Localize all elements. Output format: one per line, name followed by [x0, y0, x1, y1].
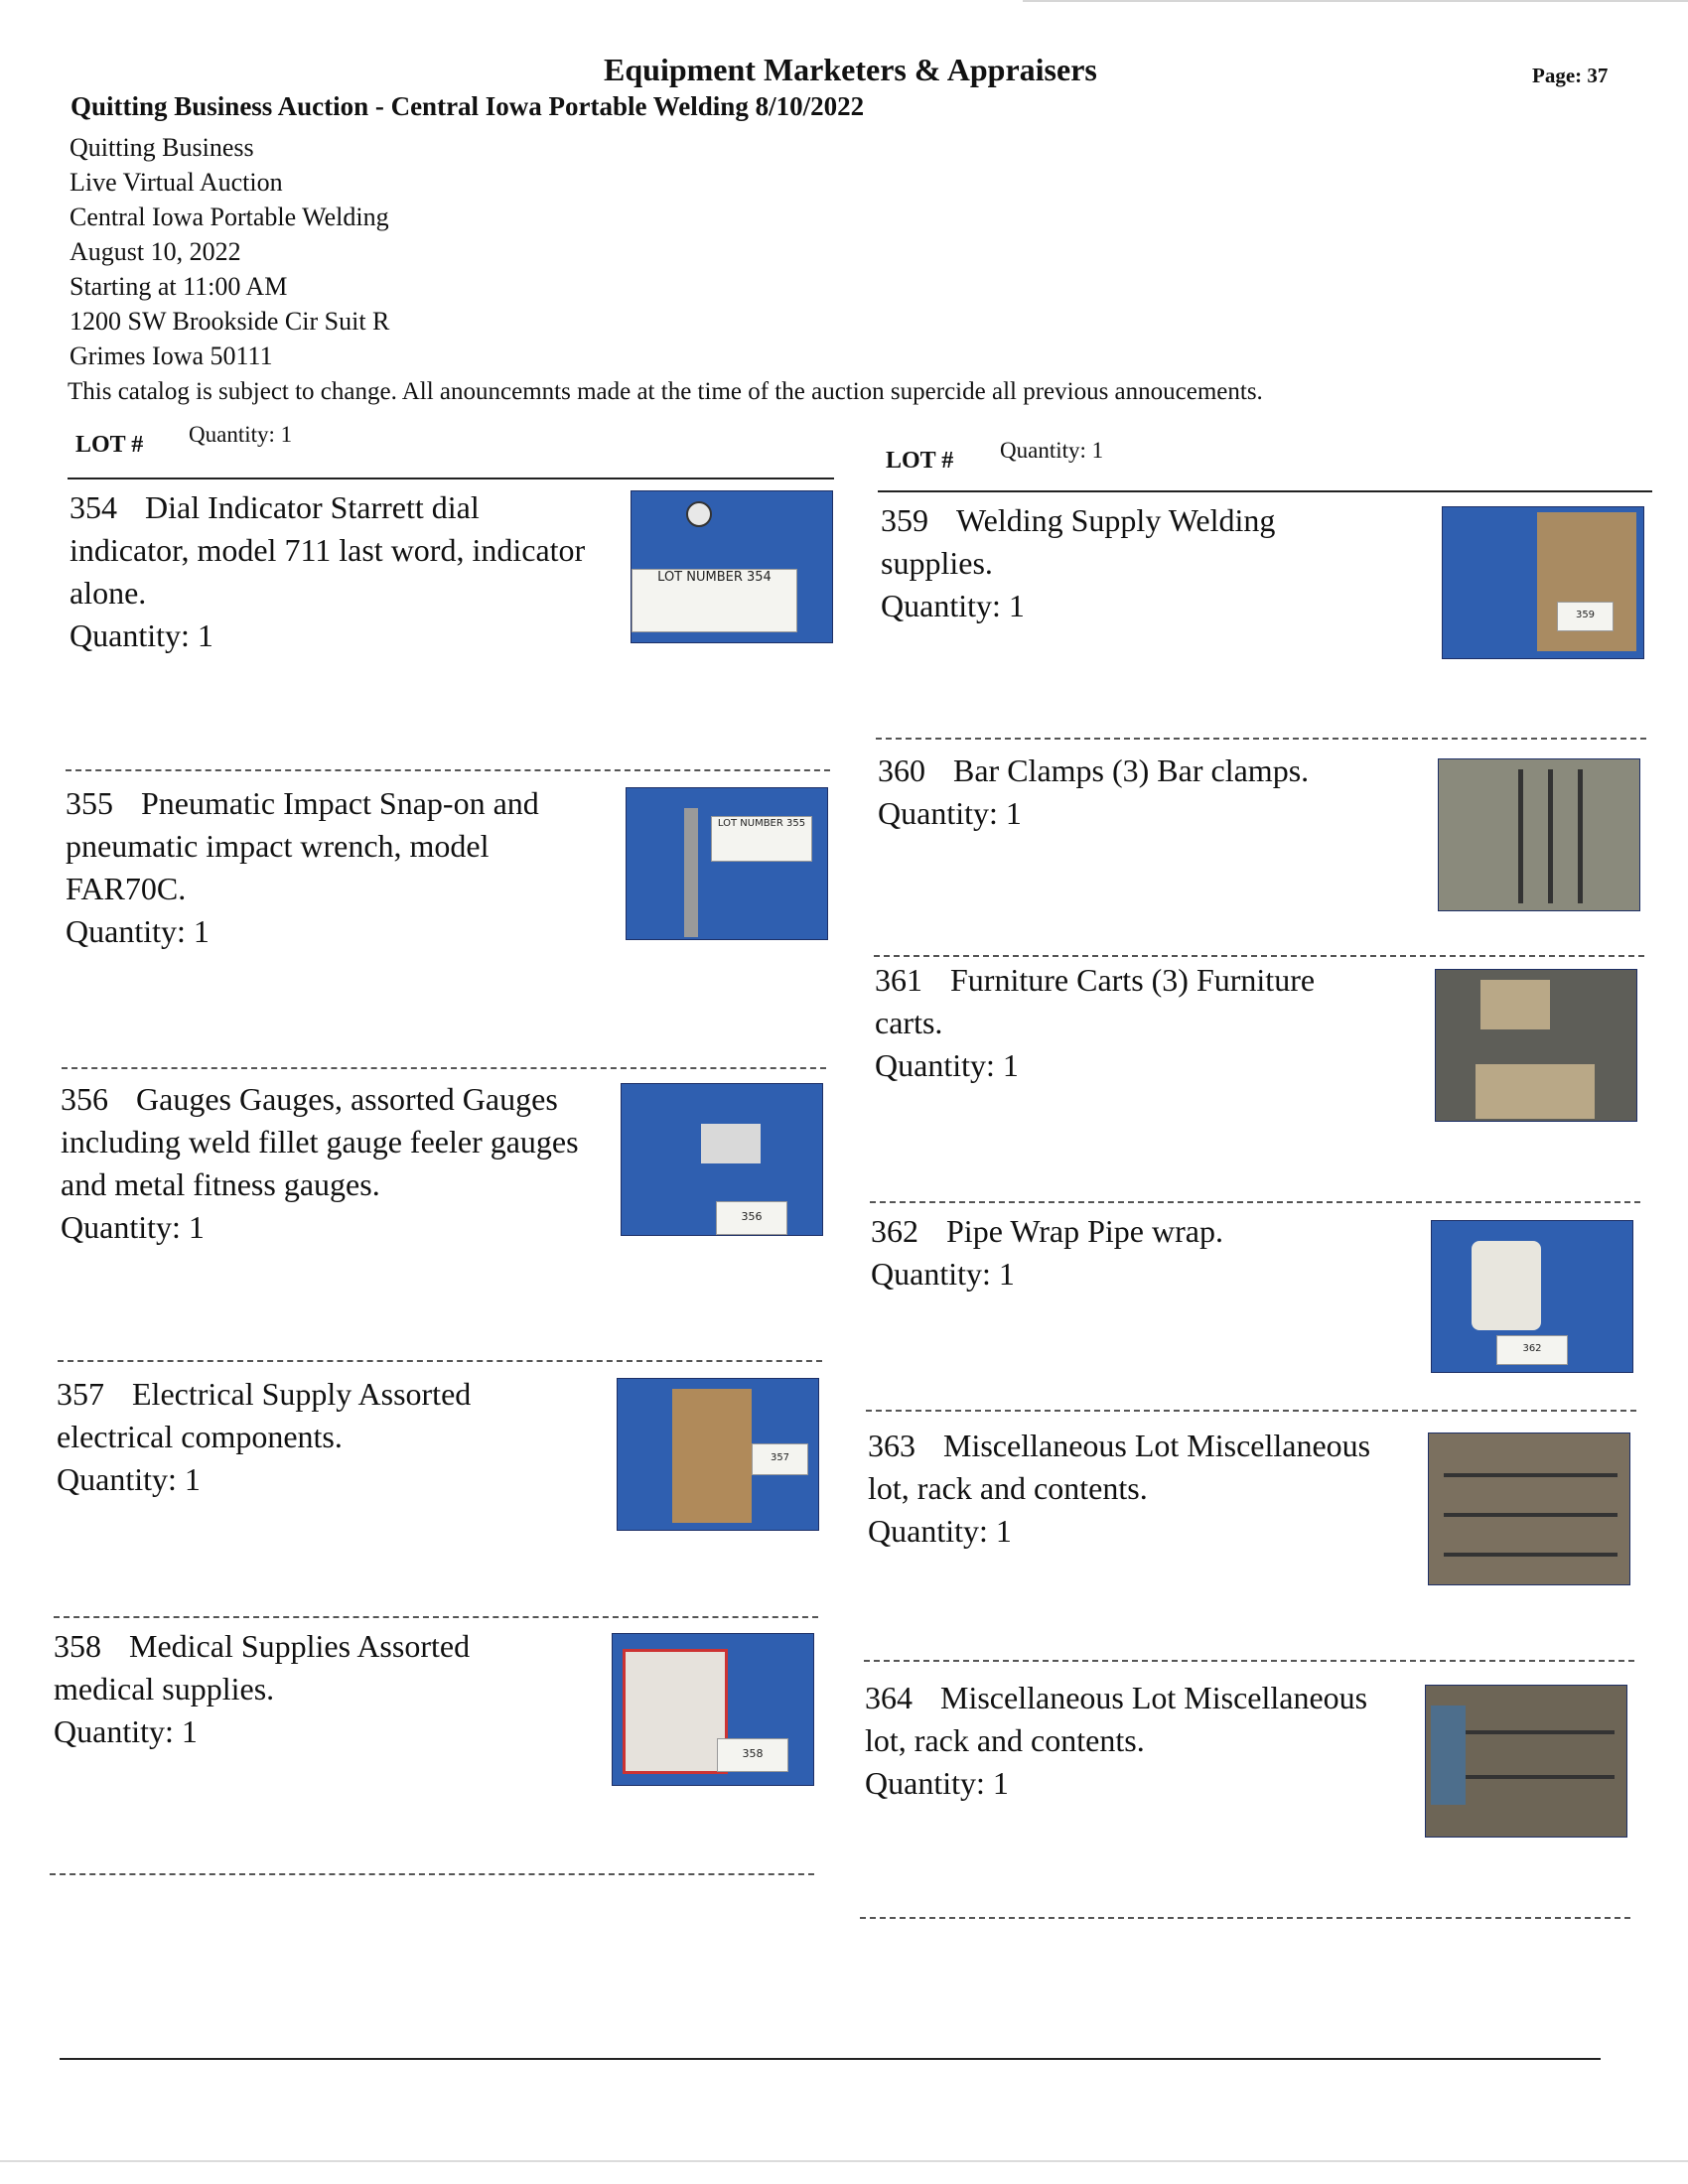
lot-separator: [54, 1616, 818, 1618]
lot-tag: 357: [752, 1443, 808, 1475]
lot-description: [865, 1677, 1421, 1805]
lot-desc-line2: pneumatic impact wrench, model: [66, 828, 490, 864]
lot-separator: [864, 1660, 1634, 1662]
lot-number: 359: [881, 502, 928, 538]
lot-column-header-right: LOT #: [886, 448, 954, 474]
sale-title: Quitting Business Auction - Central Iowa Portable Welding 8/10/2022: [70, 91, 865, 121]
lot-separator: [870, 1201, 1640, 1203]
lot-desc-line2: lot, rack and contents.: [865, 1722, 1145, 1758]
lot-quantity: Quantity: 1: [868, 1513, 1012, 1549]
lot-desc-line1: Dial Indicator Starrett dial: [145, 489, 480, 525]
clamp-shape: [1548, 769, 1553, 903]
lot-description: [881, 499, 1437, 627]
lot-desc-line2: medical supplies.: [54, 1671, 275, 1706]
impact-wrench-shape: [684, 808, 698, 937]
lot-desc-line1: Electrical Supply Assorted: [132, 1376, 472, 1412]
cart-shape: [1476, 1064, 1595, 1119]
lot-desc-line2: indicator, model 711 last word, indicator: [70, 532, 586, 568]
lot-number: 354: [70, 489, 117, 525]
lot-desc-line2: electrical components.: [57, 1419, 343, 1454]
seller-name: Central Iowa Portable Welding: [70, 203, 389, 231]
company-name: Equipment Marketers & Appraisers: [604, 52, 1097, 87]
lot-description: [878, 750, 1434, 835]
page-number: Page: 37: [1532, 64, 1609, 87]
start-time: Starting at 11:00 AM: [70, 272, 288, 301]
lot-description: [871, 1210, 1427, 1296]
lot-quantity: Quantity: 1: [57, 1461, 201, 1497]
lot-quantity: Quantity: 1: [61, 1209, 205, 1245]
lot-number: 356: [61, 1081, 108, 1117]
lot-photo[interactable]: [612, 1633, 814, 1786]
lot-tag: 358: [717, 1738, 788, 1772]
shelf-shape: [1444, 1553, 1618, 1557]
lot-desc-line2: supplies.: [881, 545, 993, 581]
lot-tag: LOT NUMBER 354: [632, 569, 797, 632]
lot-quantity: Quantity: 1: [878, 795, 1022, 831]
lot-description: [54, 1625, 610, 1753]
lot-separator: [50, 1873, 814, 1875]
lot-number: 361: [875, 962, 922, 998]
lot-photo[interactable]: [1442, 506, 1644, 659]
lot-separator: [66, 769, 830, 771]
shelf-shape: [1466, 1730, 1615, 1734]
window-shape: [1431, 1706, 1466, 1805]
quantity-column-header-right: Quantity: 1: [1000, 438, 1104, 463]
lot-photo[interactable]: [1425, 1685, 1627, 1838]
lot-desc-line1: Bar Clamps (3) Bar clamps.: [953, 752, 1310, 788]
gauges-shape: [701, 1124, 761, 1163]
lot-number: 363: [868, 1428, 915, 1463]
lot-photo[interactable]: [1431, 1220, 1633, 1373]
medical-kit-shape: [623, 1649, 728, 1774]
lot-quantity: Quantity: 1: [865, 1765, 1009, 1801]
lot-photo[interactable]: [1428, 1433, 1630, 1585]
lot-description: [61, 1078, 617, 1249]
shelf-shape: [1444, 1513, 1618, 1517]
lot-desc-line1: Welding Supply Welding: [956, 502, 1276, 538]
address-street: 1200 SW Brookside Cir Suit R: [70, 307, 390, 336]
lot-number: 362: [871, 1213, 918, 1249]
lot-description: [70, 486, 626, 657]
lot-description: [66, 782, 622, 953]
lot-tag: 356: [716, 1201, 787, 1235]
lot-desc-line1: Furniture Carts (3) Furniture: [950, 962, 1316, 998]
box-shape: [672, 1389, 752, 1523]
auction-info: [70, 130, 389, 373]
lot-desc-line3: FAR70C.: [66, 871, 187, 906]
lot-separator: [866, 1410, 1636, 1412]
cart-shape: [1480, 980, 1550, 1029]
scan-edge: [1023, 0, 1688, 2]
header-rule-right: [878, 490, 1652, 492]
lot-quantity: Quantity: 1: [70, 617, 213, 653]
lot-quantity: Quantity: 1: [66, 913, 210, 949]
clamp-shape: [1518, 769, 1523, 903]
lot-desc-line1: Gauges Gauges, assorted Gauges: [136, 1081, 558, 1117]
quantity-column-header-left: Quantity: 1: [189, 422, 293, 447]
lot-tag: 359: [1557, 602, 1614, 631]
lot-photo[interactable]: [621, 1083, 823, 1236]
lot-quantity: Quantity: 1: [871, 1256, 1015, 1292]
shelf-shape: [1466, 1775, 1615, 1779]
scan-edge: [0, 2160, 1688, 2162]
lot-separator: [860, 1917, 1630, 1919]
header-rule-left: [68, 478, 834, 479]
lot-number: 355: [66, 785, 113, 821]
lot-photo[interactable]: [617, 1378, 819, 1531]
address-city: Grimes Iowa 50111: [70, 341, 273, 370]
lot-number: 360: [878, 752, 925, 788]
lot-desc-line3: alone.: [70, 575, 147, 611]
lot-description: [875, 959, 1431, 1087]
auction-date: August 10, 2022: [70, 237, 241, 266]
auction-type: Quitting Business: [70, 133, 254, 162]
lot-desc-line1: Pipe Wrap Pipe wrap.: [946, 1213, 1223, 1249]
lot-desc-line1: Pneumatic Impact Snap-on and: [141, 785, 539, 821]
lot-separator: [876, 738, 1646, 740]
lot-photo[interactable]: [1435, 969, 1637, 1122]
lot-quantity: Quantity: 1: [875, 1047, 1019, 1083]
lot-separator: [62, 1067, 826, 1069]
lot-separator: [58, 1360, 822, 1362]
lot-photo[interactable]: [1438, 758, 1640, 911]
footer-rule: [60, 2058, 1601, 2060]
lot-tag: LOT NUMBER 355: [711, 816, 812, 862]
lot-desc-line1: Miscellaneous Lot Miscellaneous: [943, 1428, 1371, 1463]
lot-desc-line2: carts.: [875, 1005, 943, 1040]
lot-number: 364: [865, 1680, 913, 1715]
catalog-notice: This catalog is subject to change. All anouncemnts made at the time of the auction supercide all previous annoucements.: [68, 378, 1263, 405]
lot-desc-line2: including weld fillet gauge feeler gauges: [61, 1124, 579, 1160]
lot-desc-line1: Miscellaneous Lot Miscellaneous: [940, 1680, 1368, 1715]
lot-number: 358: [54, 1628, 101, 1664]
lot-desc-line3: and metal fitness gauges.: [61, 1166, 380, 1202]
clamp-shape: [1578, 769, 1583, 903]
dial-indicator-shape: [686, 501, 712, 527]
shelf-shape: [1444, 1473, 1618, 1477]
lot-photo[interactable]: [631, 490, 833, 643]
lot-number: 357: [57, 1376, 104, 1412]
lot-separator: [874, 955, 1644, 957]
bucket-shape: [1472, 1241, 1541, 1330]
lot-desc-line1: Medical Supplies Assorted: [129, 1628, 471, 1664]
lot-desc-line2: lot, rack and contents.: [868, 1470, 1148, 1506]
lot-description: [57, 1373, 613, 1501]
auction-format: Live Virtual Auction: [70, 168, 283, 197]
lot-quantity: Quantity: 1: [54, 1713, 198, 1749]
lot-tag: 362: [1496, 1335, 1568, 1365]
lot-quantity: Quantity: 1: [881, 588, 1025, 623]
lot-photo[interactable]: [626, 787, 828, 940]
lot-column-header-left: LOT #: [75, 432, 144, 458]
lot-description: [868, 1425, 1424, 1553]
